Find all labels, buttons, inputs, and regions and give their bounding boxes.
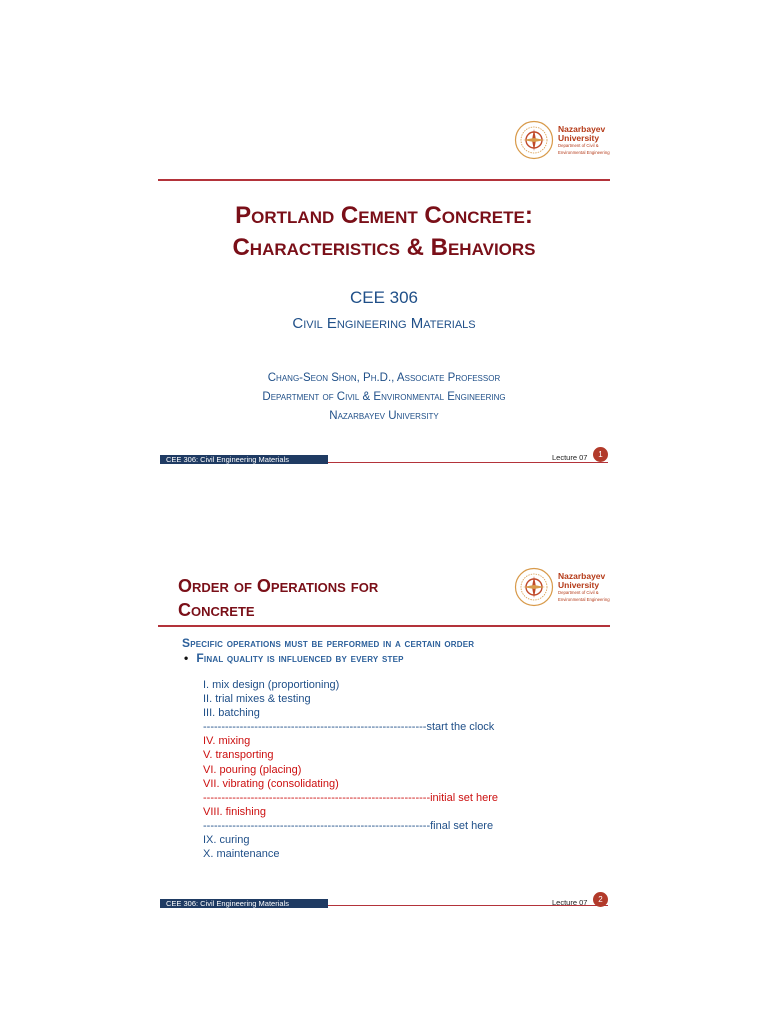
logo-name-line2: University [558, 579, 600, 590]
operations-list [203, 678, 498, 861]
university-seal-icon [514, 567, 554, 607]
operation-item: X. maintenance [203, 848, 280, 861]
author-university: Nazarbayev University [329, 410, 439, 422]
author-name: Chang-Seon Shon, Ph.D., Associate Professor [267, 372, 501, 384]
course-name: Civil Engineering Materials [292, 315, 476, 332]
header-rule [158, 179, 610, 181]
operation-item: II. trial mixes & testing [203, 693, 311, 706]
logo-dept-line1: Department of Civil & [558, 590, 599, 596]
slide-1-title [158, 200, 610, 264]
operation-item: I. mix design (proportioning) [203, 679, 340, 691]
operation-item: VIII. finishing [203, 805, 266, 818]
logo-name-line2: University [558, 132, 600, 143]
operation-item: III. batching [203, 707, 260, 720]
bullet-dot-icon: • [184, 651, 189, 665]
slide-1-page-number: 1 [593, 447, 608, 462]
slide-2-lecture-label: Lecture 07 [552, 898, 588, 907]
operation-item: V. transporting [203, 749, 274, 762]
operation-separator: -------------------------------------------------------------start the clock [203, 721, 495, 734]
slide-2-title-line2: Concrete [178, 600, 255, 620]
slide-2-subtitle: Specific operations must be performed in a certain order [182, 636, 475, 650]
university-logo [514, 567, 610, 607]
slide-2-bullet [184, 651, 404, 665]
logo-dept-line2: Environmental Engineering [558, 149, 610, 155]
slide-2-title-line1: Order of Operations for [178, 576, 379, 596]
slide-1-title-line1: Portland Cement Concrete: [235, 202, 533, 229]
course-code: CEE 306 [349, 288, 419, 307]
slide-2-footer-course: CEE 306: Civil Engineering Materials [160, 899, 328, 908]
operation-item: IV. mixing [203, 735, 251, 748]
logo-dept-line2: Environmental Engineering [558, 596, 610, 602]
operation-item: VI. pouring (placing) [203, 763, 302, 776]
operation-separator: --------------------------------------------------------------final set here [203, 819, 494, 832]
author-block [158, 369, 610, 426]
slide-2-title [178, 574, 378, 622]
slide-2-header-rule [158, 625, 610, 627]
slide-2-bullet-text: Final quality is influenced by every step [196, 651, 404, 665]
operation-item: IX. curing [203, 834, 250, 847]
logo-name-line1: Nazarbayev [558, 570, 606, 581]
operation-separator: --------------------------------------------------------------initial set here [203, 791, 498, 804]
logo-name-line1: Nazarbayev [558, 123, 606, 134]
slide-1-lecture-label: Lecture 07 [552, 453, 588, 462]
slide-1-footer-course: CEE 306: Civil Engineering Materials [160, 455, 328, 464]
author-department: Department of Civil & Environmental Engineering [262, 391, 506, 403]
operation-item: VII. vibrating (consolidating) [203, 777, 339, 790]
university-logo [514, 120, 610, 160]
university-seal-icon [514, 120, 554, 160]
slide-1-title-line2: Characteristics & Behaviors [232, 234, 536, 261]
logo-dept-line1: Department of Civil & [558, 143, 599, 149]
slide-2-page-number: 2 [593, 892, 608, 907]
